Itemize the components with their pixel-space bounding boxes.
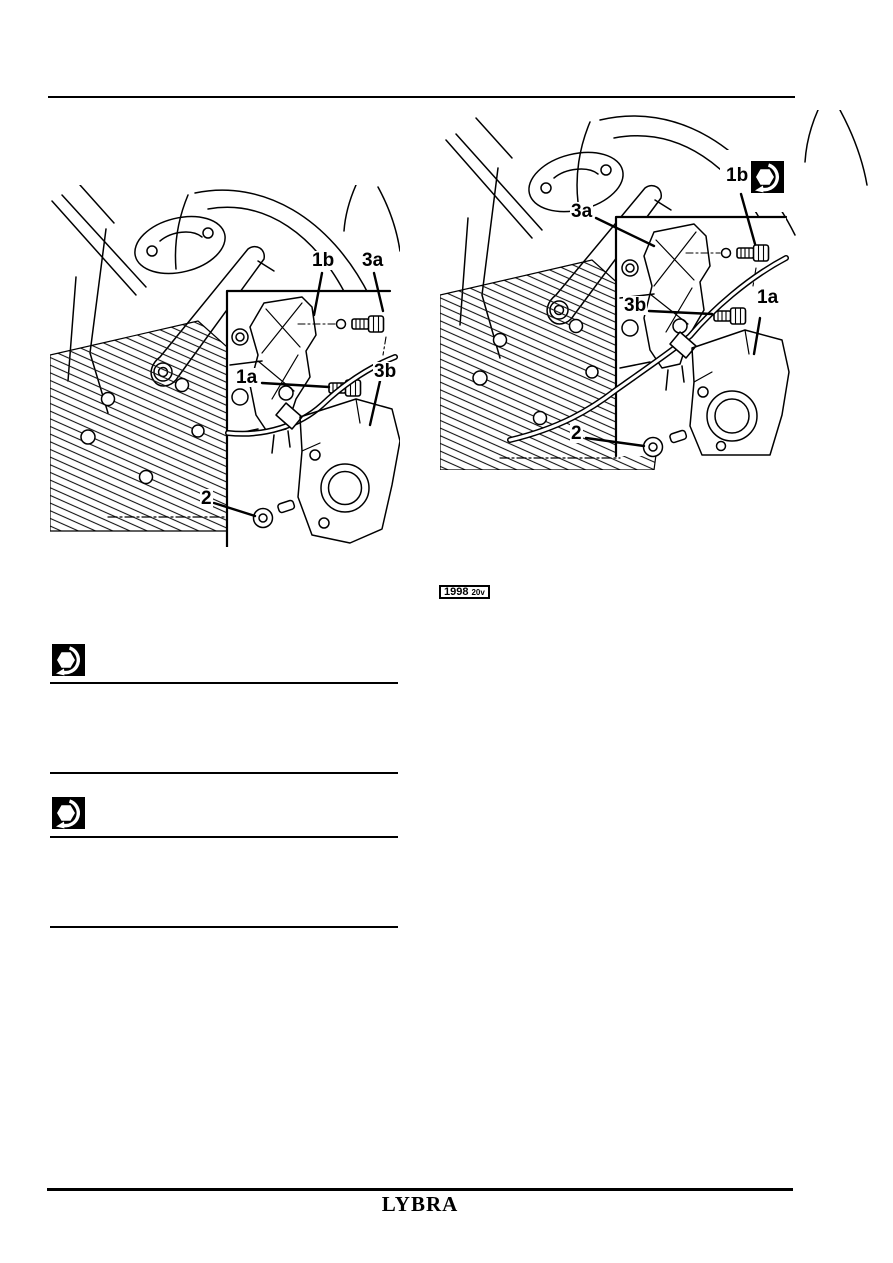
note-rule-1 <box>50 682 398 684</box>
callout-1b: 1b <box>312 250 335 271</box>
strut-line <box>446 140 532 238</box>
callout-3b: 3b <box>624 295 647 316</box>
top-rule <box>48 96 795 98</box>
engine-drawing-right <box>440 110 876 470</box>
torque-icon <box>751 161 784 193</box>
badge-valves: 20v <box>471 588 485 597</box>
callout-2: 2 <box>571 423 582 444</box>
engine-variant-badge <box>439 585 490 599</box>
callout-1b: 1b <box>726 165 749 186</box>
figure-left <box>50 185 400 547</box>
callout-3a: 3a <box>571 201 593 222</box>
footer-brand: LYBRA <box>381 1192 459 1216</box>
bolt-hole <box>337 320 346 329</box>
callout-2: 2 <box>201 488 212 509</box>
callout-3b: 3b <box>374 361 397 382</box>
bolt-hole <box>722 249 731 258</box>
engine-drawing-left <box>50 185 400 547</box>
callout-1a: 1a <box>236 367 258 388</box>
callout-3a: 3a <box>362 250 384 271</box>
note-rule-4 <box>50 926 398 928</box>
footer-rule <box>47 1188 793 1191</box>
strut-line <box>52 201 136 295</box>
torque-icon <box>52 797 85 829</box>
bolt-3a <box>352 316 384 332</box>
figure-right <box>440 110 876 470</box>
badge-year: 1998 <box>444 586 469 598</box>
callout-1a: 1a <box>757 287 779 308</box>
note-rule-2 <box>50 772 398 774</box>
note-rule-3 <box>50 836 398 838</box>
bolt-1b <box>737 245 769 261</box>
torque-icon <box>52 643 85 677</box>
